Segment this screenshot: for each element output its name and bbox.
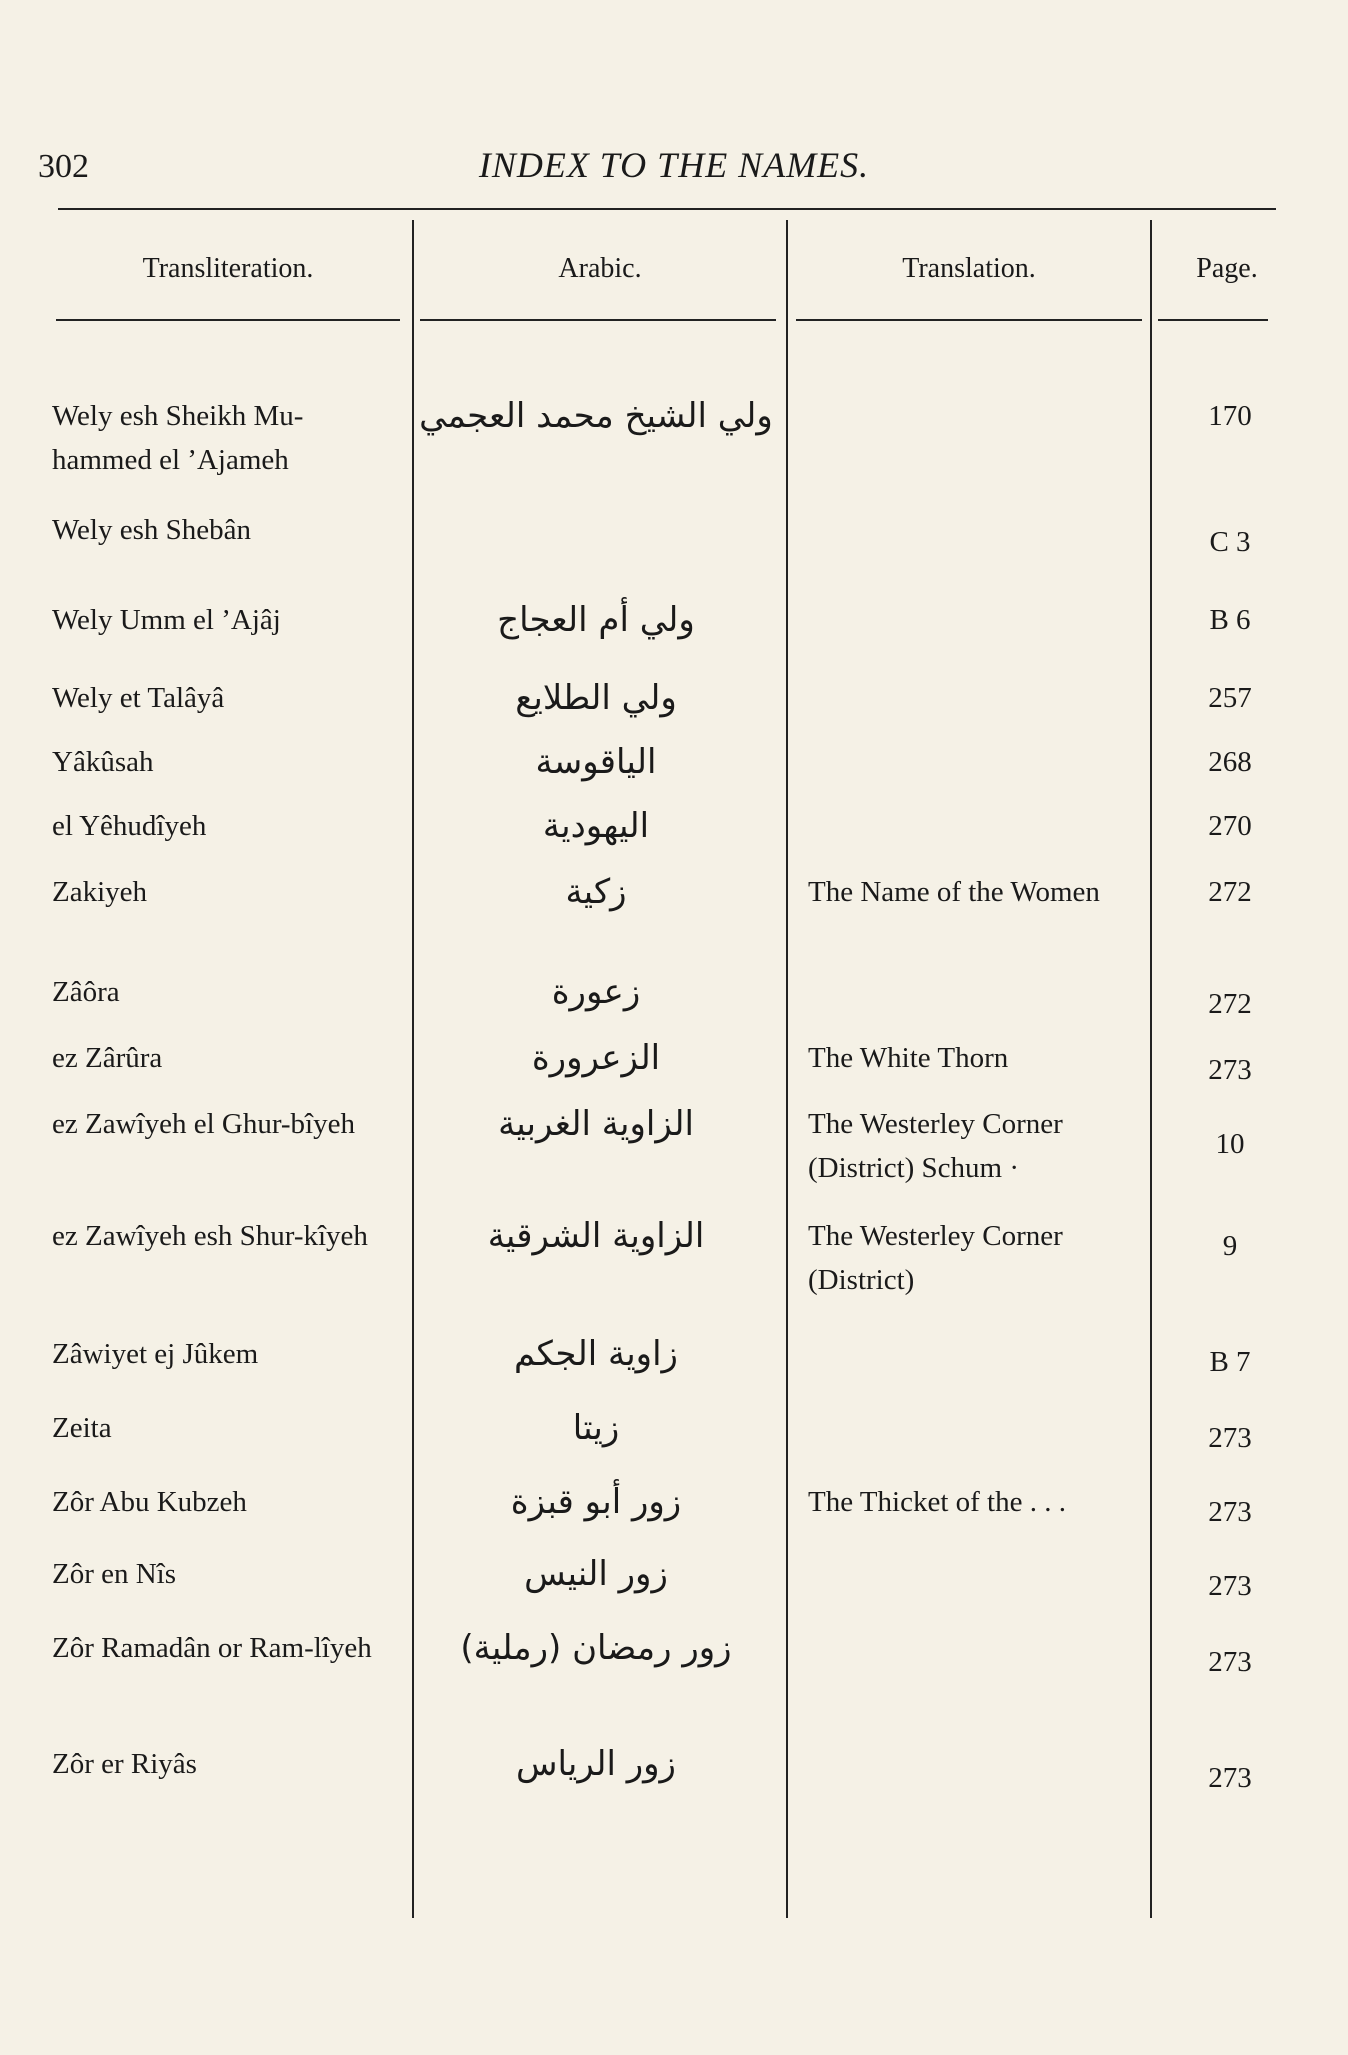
transliteration-cell: el Yêhudîyeh bbox=[52, 810, 207, 842]
page-cell: B 7 bbox=[1209, 1346, 1251, 1378]
column-header-transliteration: Transliteration. bbox=[142, 253, 314, 284]
page-cell: 170 bbox=[1208, 400, 1252, 432]
page-cell: 268 bbox=[1208, 746, 1252, 778]
column-header-arabic: Arabic. bbox=[558, 253, 642, 284]
arabic-cell: زور النيس bbox=[524, 1554, 668, 1594]
transliteration-cell: ez Zârûra bbox=[52, 1042, 163, 1074]
arabic-cell: زور أبو قبزة bbox=[510, 1482, 682, 1522]
page-cell: 273 bbox=[1208, 1762, 1252, 1794]
page-cell: 272 bbox=[1208, 876, 1252, 908]
column-divider bbox=[786, 220, 788, 1918]
arabic-cell: اليهودية bbox=[542, 806, 650, 846]
page-cell: C 3 bbox=[1209, 526, 1251, 558]
transliteration-cell: Wely Umm el ’Ajâj bbox=[52, 604, 281, 636]
column-header-translation: Translation. bbox=[902, 253, 1036, 284]
arabic-cell: زور الرياس bbox=[516, 1744, 676, 1784]
page-number: 302 bbox=[38, 148, 89, 185]
transliteration-cell: Zâwiyet ej Jûkem bbox=[52, 1338, 259, 1370]
translation-cell: The Thicket of the . . . bbox=[808, 1486, 1066, 1518]
transliteration-cell: Zôr en Nîs bbox=[52, 1558, 177, 1590]
arabic-cell: زيتا bbox=[572, 1408, 620, 1448]
transliteration-cell: Zâôra bbox=[52, 976, 120, 1008]
transliteration-cell: Yâkûsah bbox=[52, 746, 154, 778]
column-header-page: Page. bbox=[1196, 253, 1258, 284]
page-cell: 9 bbox=[1222, 1230, 1238, 1262]
arabic-cell: زكية bbox=[565, 872, 627, 912]
arabic-cell: الزاوية الشرقية bbox=[487, 1216, 705, 1256]
translation-cell: The Name of the Women bbox=[808, 876, 1100, 908]
transliteration-cell: Zeita bbox=[52, 1412, 112, 1444]
page-header bbox=[0, 138, 1348, 198]
arabic-cell: الزاوية الغربية bbox=[498, 1104, 694, 1144]
page-cell: 273 bbox=[1208, 1054, 1252, 1086]
transliteration-cell: Wely et Talâyâ bbox=[52, 682, 225, 714]
transliteration-cell: Zôr Ramadân or Ram-lîyeh bbox=[52, 1632, 372, 1664]
arabic-cell: ولي الشيخ محمد العجمي bbox=[419, 396, 773, 436]
page-cell: 10 bbox=[1215, 1128, 1245, 1160]
arabic-cell: الياقوسة bbox=[535, 742, 657, 782]
header-rule bbox=[420, 319, 776, 321]
translation-cell: The White Thorn bbox=[808, 1042, 1009, 1074]
transliteration-cell: ez Zawîyeh el Ghur-bîyeh bbox=[52, 1108, 355, 1140]
page-cell: 273 bbox=[1208, 1422, 1252, 1454]
transliteration-cell: Wely esh Sheikh Mu-hammed el ’Ajameh bbox=[52, 400, 304, 476]
arabic-cell: ولي الطلايع bbox=[515, 678, 677, 718]
transliteration-cell: Zôr Abu Kubzeh bbox=[52, 1486, 247, 1518]
arabic-cell: زعورة bbox=[551, 972, 641, 1012]
transliteration-cell: Zôr er Riyâs bbox=[52, 1748, 197, 1780]
page-cell: B 6 bbox=[1209, 604, 1251, 636]
header-rule bbox=[1158, 319, 1268, 321]
transliteration-cell: ez Zawîyeh esh Shur-kîyeh bbox=[52, 1220, 368, 1252]
page-cell: 257 bbox=[1208, 682, 1252, 714]
arabic-cell: الزعرورة bbox=[531, 1038, 661, 1078]
page-cell: 273 bbox=[1208, 1570, 1252, 1602]
header-rule bbox=[56, 319, 400, 321]
translation-cell: The Westerley Corner (District) Schum · bbox=[808, 1108, 1063, 1184]
header-rule bbox=[796, 319, 1142, 321]
page-cell: 272 bbox=[1208, 988, 1252, 1020]
top-rule bbox=[58, 208, 1276, 210]
page-cell: 273 bbox=[1208, 1646, 1252, 1678]
arabic-cell: زاوية الجكم bbox=[514, 1334, 678, 1374]
arabic-cell: زور رمضان (رملية) bbox=[460, 1628, 732, 1668]
running-head: INDEX TO THE NAMES. bbox=[478, 145, 870, 185]
column-divider bbox=[1150, 220, 1152, 1918]
page-cell: 273 bbox=[1208, 1496, 1252, 1528]
transliteration-cell: Zakiyeh bbox=[52, 876, 148, 908]
arabic-cell: ولي أم العجاج bbox=[497, 600, 695, 640]
transliteration-cell: Wely esh Shebân bbox=[52, 514, 252, 546]
translation-cell: The Westerley Corner (District) bbox=[808, 1220, 1063, 1296]
page-cell: 270 bbox=[1208, 810, 1252, 842]
